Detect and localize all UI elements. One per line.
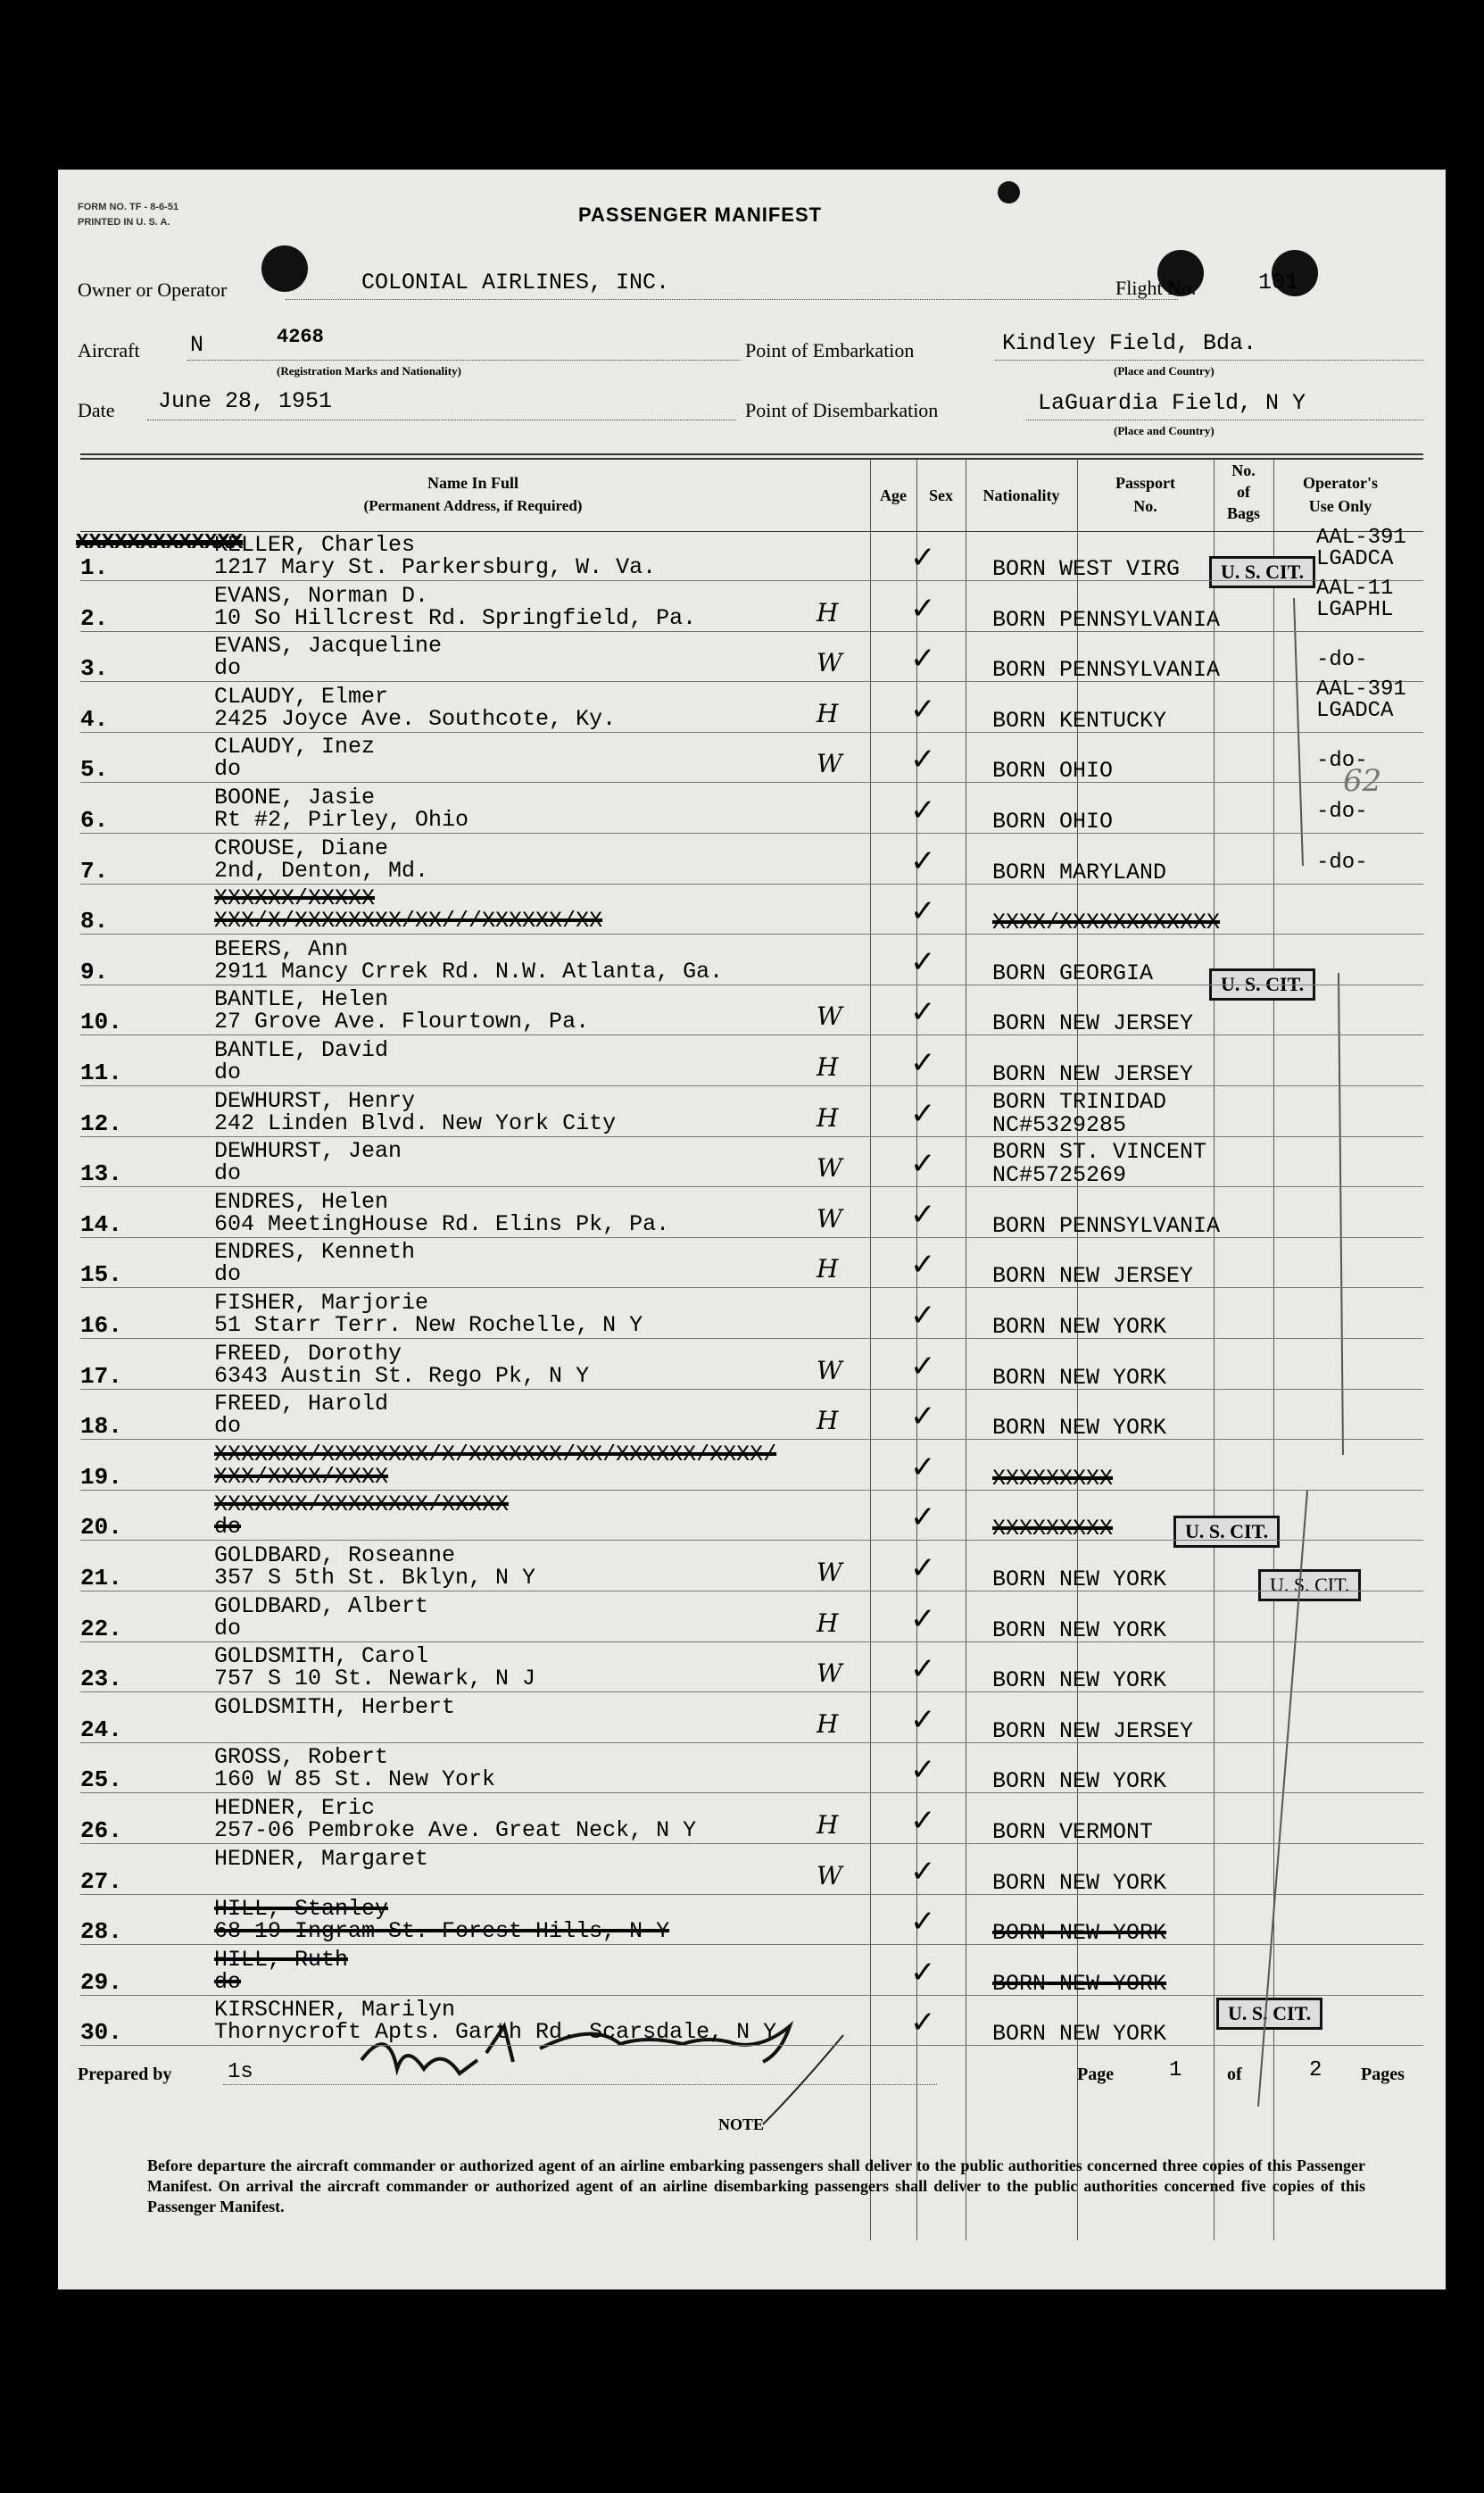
passenger-address: do — [214, 1968, 242, 1995]
col-nationality: Nationality — [982, 486, 1060, 504]
passenger-name: GOLDSMITH, Herbert — [214, 1693, 456, 1720]
nationality-line-2: BORN PENNSYLVANIA — [992, 606, 1221, 633]
passenger-name: GOLDBARD, Roseanne — [214, 1542, 456, 1568]
check-mark-icon: ✓ — [910, 1449, 936, 1485]
aircraft-reg-prefix: N — [190, 332, 204, 358]
passenger-row — [80, 1794, 1423, 1844]
passenger-row — [80, 1642, 1423, 1692]
check-mark-icon: ✓ — [910, 2005, 936, 2041]
operator-code-2: LGADCA — [1316, 698, 1394, 723]
row-number: 9. — [80, 958, 109, 985]
row-number: 2. — [80, 604, 109, 632]
passenger-address: do — [214, 1514, 242, 1541]
sex-mark: W — [817, 1658, 842, 1689]
embark-sub: (Place and Country) — [1114, 364, 1215, 378]
passenger-address: do — [214, 1160, 242, 1187]
col-operator: Operator's Use Only — [1303, 474, 1378, 515]
passenger-address: do — [214, 1261, 242, 1288]
passenger-address: 757 S 10 St. Newark, N J — [214, 1666, 536, 1692]
passenger-row — [80, 1340, 1423, 1390]
check-mark-icon: ✓ — [910, 1500, 936, 1536]
passenger-name: KIRSCHNER, Marilyn — [214, 1997, 456, 2023]
passenger-row — [80, 677, 1423, 734]
passenger-address: 2425 Joyce Ave. Southcote, Ky. — [214, 705, 617, 732]
passenger-name: XXXXXXX/XXXXXXXX/XXXXX — [214, 1492, 510, 1518]
row-number: 11. — [80, 1060, 122, 1086]
sex-mark: H — [817, 1052, 839, 1082]
passenger-name: XXXXXX/XXXXX — [214, 885, 376, 912]
row-number: 15. — [80, 1261, 122, 1289]
passenger-name: CLAUDY, Elmer — [214, 683, 389, 710]
passenger-address: 2911 Mancy Crrek Rd. N.W. Atlanta, Ga. — [214, 958, 724, 985]
check-mark-icon: ✓ — [910, 1247, 936, 1284]
note-text: Before departure the aircraft commander or authorized agent of an airline embarking passengers shall deliver to the public authorities concerned three copies of this Passenger Manifest. On arrival the aircraft commander or authorized agent of an airline disembarking passengers shall deliver to the public authorities concerned five copies of this Passenger Manifest. — [147, 2156, 1365, 2215]
col-name: Name In Full (Permanent Address, if Required) — [363, 474, 583, 514]
operator-code-2: LGAPHL — [1316, 597, 1394, 622]
nationality-line-2: BORN NEW JERSEY — [992, 1717, 1194, 1744]
sex-mark: H — [817, 698, 839, 728]
check-mark-icon: ✓ — [910, 893, 936, 930]
nationality-line-2: BORN PENNSYLVANIA — [992, 1212, 1221, 1239]
passenger-name: HEDNER, Eric — [214, 1795, 376, 1821]
row-number: 26. — [80, 1817, 122, 1844]
passenger-address: 357 S 5th St. Bklyn, N Y — [214, 1565, 536, 1591]
passenger-address: do — [214, 756, 242, 783]
us-cit-stamp: U. S. CIT. — [1173, 1516, 1280, 1548]
check-mark-icon: ✓ — [910, 943, 936, 980]
page-number: 1 — [1169, 2058, 1182, 2082]
passenger-address: 68-19 Ingram St. Forest Hills, N Y — [214, 1918, 670, 1945]
passenger-name: KELLER, Charles — [214, 532, 416, 558]
passenger-address: 10 So Hillcrest Rd. Springfield, Pa. — [214, 604, 697, 631]
sex-mark: W — [817, 1355, 842, 1385]
row-number: 16. — [80, 1312, 122, 1339]
passenger-name: GROSS, Robert — [214, 1744, 389, 1771]
nationality-line-2: BORN NEW YORK — [992, 1364, 1167, 1391]
page-total: 2 — [1309, 2058, 1322, 2082]
passenger-name: FISHER, Marjorie — [214, 1290, 429, 1316]
sex-mark: H — [817, 597, 839, 627]
nationality-line-2: BORN VERMONT — [992, 1819, 1154, 1845]
sex-mark: W — [817, 749, 842, 779]
sex-mark: W — [817, 1860, 842, 1891]
passenger-name: HEDNER, Margaret — [214, 1845, 429, 1872]
passenger-name: ENDRES, Kenneth — [214, 1239, 416, 1266]
passenger-address: 6343 Austin St. Rego Pk, N Y — [214, 1362, 590, 1389]
nationality-line-2: BORN NEW YORK — [992, 1667, 1167, 1694]
operator-code-1: AAL-391 — [1316, 677, 1406, 702]
row-number: 27. — [80, 1867, 122, 1895]
check-mark-icon: ✓ — [910, 1348, 936, 1384]
disembark-label: Point of Disembarkation — [745, 399, 939, 421]
operator-code-2: -do- — [1316, 850, 1368, 875]
col-age: Age — [880, 486, 907, 504]
check-mark-icon: ✓ — [910, 843, 936, 879]
passenger-address: do — [214, 1413, 242, 1440]
nationality-line-2: BORN NEW YORK — [992, 1566, 1167, 1592]
sex-mark: W — [817, 1558, 842, 1587]
sex-mark: H — [817, 1608, 839, 1638]
passenger-name: EVANS, Jacqueline — [214, 633, 443, 660]
sex-mark: H — [817, 1102, 839, 1133]
row-number: 24. — [80, 1716, 122, 1743]
passenger-row — [80, 1743, 1423, 1793]
passenger-row — [80, 784, 1423, 834]
passenger-address: 1217 Mary St. Parkersburg, W. Va. — [214, 554, 657, 580]
check-mark-icon: ✓ — [910, 540, 936, 576]
row-number: 29. — [80, 1968, 122, 1996]
check-mark-icon: ✓ — [910, 1550, 936, 1586]
check-mark-icon: ✓ — [910, 1853, 936, 1890]
passenger-name: XXXXXXX/XXXXXXXX/X/XXXXXXX/XX/XXXXXX/XXXX/ — [214, 1441, 777, 1467]
sex-mark: H — [817, 1708, 839, 1739]
passenger-row — [80, 576, 1423, 633]
passenger-address: 160 W 85 St. New York — [214, 1766, 496, 1793]
row-number: 20. — [80, 1514, 122, 1542]
sex-mark: H — [817, 1254, 839, 1284]
passenger-row — [80, 1238, 1423, 1288]
nationality-line-2: BORN NEW YORK — [992, 2021, 1167, 2048]
passenger-name: GOLDSMITH, Carol — [214, 1643, 429, 1670]
nationality-line-1: BORN ST. VINCENT — [992, 1139, 1207, 1166]
prepared-by-label: Prepared by — [78, 2065, 172, 2084]
aircraft-number: 4268 — [277, 326, 324, 348]
check-mark-icon: ✓ — [910, 1399, 936, 1435]
check-mark-icon: ✓ — [910, 1298, 936, 1334]
passenger-row — [80, 1087, 1423, 1137]
nationality-line-2: BORN NEW JERSEY — [992, 1263, 1194, 1290]
check-mark-icon: ✓ — [910, 641, 936, 677]
passenger-row — [80, 1895, 1423, 1945]
sex-mark: W — [817, 1001, 842, 1032]
row-number: 18. — [80, 1413, 122, 1441]
passenger-name: BOONE, Jasie — [214, 785, 376, 810]
check-mark-icon: ✓ — [910, 1954, 936, 1990]
passenger-address: 27 Grove Ave. Flourtown, Pa. — [214, 1009, 590, 1035]
nationality-line-2: BORN PENNSYLVANIA — [992, 657, 1221, 684]
row-number: 3. — [80, 655, 109, 683]
passenger-name: BEERS, Ann — [214, 935, 349, 962]
embark-value: Kindley Field, Bda. — [1002, 330, 1257, 356]
passenger-name: BANTLE, David — [214, 1037, 389, 1063]
passenger-row — [80, 526, 1423, 582]
owner-label: Owner or Operator — [78, 278, 228, 301]
embark-label: Point of Embarkation — [745, 339, 915, 361]
us-cit-stamp: U. S. CIT. — [1209, 968, 1315, 1001]
crossed-out-text: XXXXXXXXXXXXX — [76, 531, 244, 555]
nationality-line-2: XXXXXXXXX — [992, 1516, 1114, 1542]
col-bags: No. of Bags — [1226, 461, 1260, 522]
row-number: 7. — [80, 857, 109, 885]
sex-mark: H — [817, 1406, 839, 1436]
row-number: 13. — [80, 1160, 122, 1188]
col-passport: Passport No. — [1115, 474, 1175, 515]
check-mark-icon: ✓ — [910, 590, 936, 627]
passenger-row — [80, 1693, 1423, 1743]
check-mark-icon: ✓ — [910, 1146, 936, 1183]
passenger-row — [80, 1137, 1423, 1187]
passenger-address: Thornycroft Apts. Garth Rd. Scarsdale, N Y — [214, 2019, 777, 2046]
flight-value: 101 — [1258, 270, 1299, 295]
date-value: June 28, 1951 — [158, 388, 333, 414]
us-cit-stamp: U. S. CIT. — [1209, 556, 1315, 588]
row-number: 12. — [80, 1109, 122, 1137]
nationality-line-2: BORN NEW YORK — [992, 1920, 1167, 1947]
check-mark-icon: ✓ — [910, 1803, 936, 1839]
passenger-name: BANTLE, Helen — [214, 986, 389, 1013]
check-mark-icon: ✓ — [910, 1196, 936, 1233]
manifest-sheet — [58, 170, 1446, 2289]
nationality-line-2: BORN MARYLAND — [992, 859, 1167, 885]
row-number: 28. — [80, 1918, 122, 1946]
nationality-line-2: BORN NEW JERSEY — [992, 1061, 1194, 1087]
row-number: 14. — [80, 1210, 122, 1238]
check-mark-icon: ✓ — [910, 994, 936, 1031]
passenger-address: 257-06 Pembroke Ave. Great Neck, N Y — [214, 1817, 697, 1843]
row-number: 8. — [80, 908, 109, 935]
us-cit-stamp: U. S. CIT. — [1258, 1569, 1361, 1601]
passenger-name: DEWHURST, Jean — [214, 1138, 402, 1165]
operator-code-1: AAL-11 — [1316, 576, 1394, 601]
nationality-line-2: XXXXXXXXX — [992, 1465, 1114, 1492]
nationality-line-1: BORN TRINIDAD — [992, 1088, 1167, 1115]
nationality-line-2: BORN OHIO — [992, 758, 1114, 785]
check-mark-icon: ✓ — [910, 1600, 936, 1637]
passenger-name: EVANS, Norman D. — [214, 582, 429, 609]
sex-mark: H — [817, 1810, 839, 1840]
passenger-address: 51 Starr Terr. New Rochelle, N Y — [214, 1312, 643, 1338]
passenger-address: do — [214, 1060, 242, 1085]
check-mark-icon: ✓ — [910, 1045, 936, 1081]
operator-code-2: -do- — [1316, 749, 1368, 774]
passenger-address: 2nd, Denton, Md. — [214, 857, 429, 884]
of-label: of — [1227, 2065, 1242, 2084]
passenger-row — [80, 733, 1423, 783]
operator-code-1: AAL-391 — [1316, 526, 1406, 550]
aircraft-label: Aircraft — [78, 339, 140, 361]
nationality-line-2: NC#5329285 — [992, 1111, 1127, 1138]
nationality-line-2: BORN GEORGIA — [992, 960, 1154, 986]
passenger-row — [80, 1996, 1423, 2046]
row-number: 21. — [80, 1565, 122, 1591]
us-cit-stamp: U. S. CIT. — [1216, 1998, 1322, 2030]
passenger-row — [80, 1390, 1423, 1440]
owner-value: COLONIAL AIRLINES, INC. — [361, 270, 670, 295]
passenger-row — [80, 1441, 1423, 1491]
passenger-row — [80, 1542, 1423, 1591]
check-mark-icon: ✓ — [910, 1095, 936, 1132]
passenger-name: GOLDBARD, Albert — [214, 1592, 429, 1619]
passenger-address: XXX/X/XXXXXXXX/XX///XXXXXX/XX — [214, 908, 603, 935]
row-number: 25. — [80, 1766, 122, 1794]
sex-mark: W — [817, 1153, 842, 1184]
nationality-line-2: BORN NEW YORK — [992, 1869, 1167, 1896]
row-number: 23. — [80, 1666, 122, 1693]
page-label: Page — [1077, 2065, 1115, 2084]
row-number: 5. — [80, 756, 109, 784]
passenger-address: 604 MeetingHouse Rd. Elins Pk, Pa. — [214, 1210, 670, 1237]
passenger-row — [80, 835, 1423, 885]
nationality-line-2: XXXX/XXXXXXXXXXXX — [992, 910, 1221, 936]
check-mark-icon: ✓ — [910, 691, 936, 727]
nationality-line-2: BORN KENTUCKY — [992, 707, 1167, 734]
passenger-name: HILL, Ruth — [214, 1946, 349, 1973]
check-mark-icon: ✓ — [910, 1752, 936, 1789]
passenger-row — [80, 1946, 1423, 1996]
flight-label: Flight No. — [1115, 277, 1197, 299]
date-label: Date — [78, 399, 115, 421]
passenger-row — [80, 632, 1423, 682]
passenger-row — [80, 885, 1423, 935]
form-number: FORM NO. TF - 8-6-51 — [78, 202, 179, 212]
row-number: 19. — [80, 1463, 122, 1491]
passenger-name: DEWHURST, Henry — [214, 1087, 416, 1114]
row-number: 17. — [80, 1362, 122, 1390]
row-number: 10. — [80, 1009, 122, 1036]
passenger-name: CLAUDY, Inez — [214, 734, 376, 760]
handwritten-62: 62 — [1343, 763, 1382, 799]
nationality-line-2: BORN NEW YORK — [992, 1314, 1167, 1340]
sex-mark: W — [817, 1203, 842, 1234]
passenger-name: FREED, Dorothy — [214, 1340, 402, 1367]
nationality-line-2: BORN NEW YORK — [992, 1616, 1167, 1643]
row-number: 1. — [80, 554, 109, 581]
passenger-name: CROUSE, Diane — [214, 835, 389, 861]
col-sex: Sex — [929, 486, 953, 504]
nationality-line-2: BORN NEW YORK — [992, 1970, 1167, 1997]
nationality-line-2: NC#5725269 — [992, 1162, 1127, 1189]
check-mark-icon: ✓ — [910, 1904, 936, 1940]
passenger-row — [80, 985, 1423, 1035]
row-number: 22. — [80, 1615, 122, 1642]
aircraft-sub: (Registration Marks and Nationality) — [277, 364, 461, 378]
nationality-line-2: BORN NEW JERSEY — [992, 1010, 1194, 1037]
passenger-row — [80, 1491, 1423, 1541]
row-number: 6. — [80, 807, 109, 834]
prepared-by-value: 1s — [228, 2060, 253, 2084]
passenger-row — [80, 1845, 1423, 1895]
passenger-name: HILL, Stanley — [214, 1896, 389, 1923]
passenger-address: do — [214, 1615, 242, 1641]
row-number: 4. — [80, 705, 109, 733]
printed-in: PRINTED IN U. S. A. — [78, 217, 170, 228]
pages-label: Pages — [1361, 2065, 1405, 2084]
note-heading: NOTE — [718, 2115, 765, 2133]
check-mark-icon: ✓ — [910, 1701, 936, 1738]
check-mark-icon: ✓ — [910, 793, 936, 828]
row-number: 30. — [80, 2019, 122, 2047]
operator-code-2: LGADCA — [1316, 547, 1394, 571]
operator-code-2: -do- — [1316, 800, 1368, 824]
passenger-address: Rt #2, Pirley, Ohio — [214, 807, 469, 833]
page-title: PASSENGER MANIFEST — [578, 204, 823, 226]
nationality-line-2: BORN NEW YORK — [992, 1415, 1167, 1442]
passenger-row — [80, 1036, 1423, 1086]
passenger-row — [80, 1188, 1423, 1238]
nationality-line-2: BORN OHIO — [992, 809, 1114, 835]
passenger-address: XXX/XXXX/XXXX — [214, 1463, 389, 1490]
nationality-line-2: BORN NEW YORK — [992, 1768, 1167, 1795]
sex-mark: W — [817, 648, 842, 678]
disembark-value: LaGuardia Field, N Y — [1038, 390, 1306, 416]
check-mark-icon: ✓ — [910, 1651, 936, 1688]
passenger-name: ENDRES, Helen — [214, 1188, 389, 1215]
passenger-row — [80, 935, 1423, 985]
passenger-row — [80, 1592, 1423, 1642]
disembark-sub: (Place and Country) — [1114, 424, 1215, 437]
operator-code-2: -do- — [1316, 648, 1368, 673]
check-mark-icon: ✓ — [910, 742, 936, 778]
passenger-name: FREED, Harold — [214, 1391, 389, 1417]
nationality-line-2: BORN WEST VIRG — [992, 556, 1181, 582]
passenger-address: 242 Linden Blvd. New York City — [214, 1109, 617, 1136]
passenger-row — [80, 1289, 1423, 1339]
passenger-address: do — [214, 655, 242, 682]
